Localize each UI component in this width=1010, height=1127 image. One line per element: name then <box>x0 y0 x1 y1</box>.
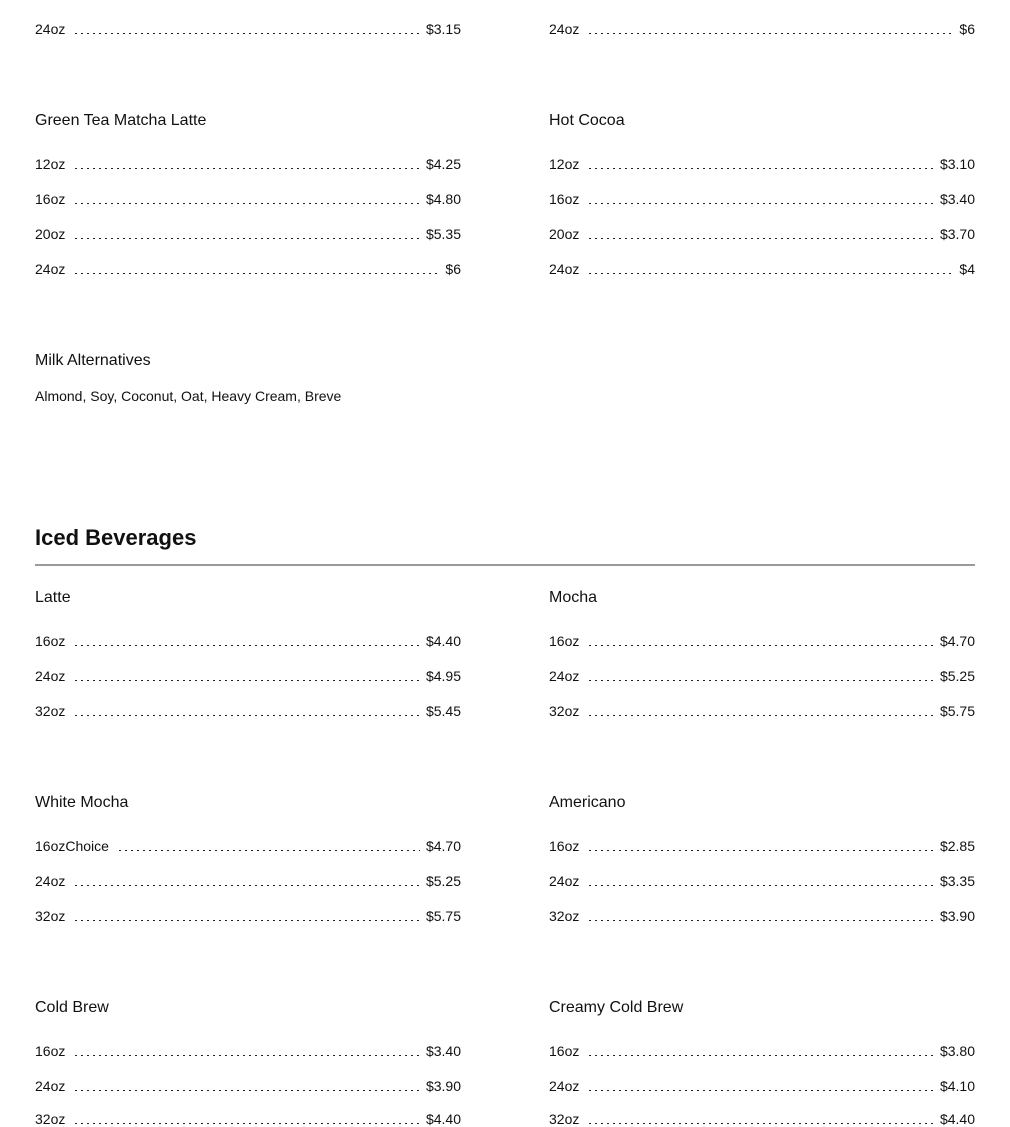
price-label: $3.15 <box>425 21 461 37</box>
price-label: $5.75 <box>939 703 975 719</box>
size-label: 16oz <box>549 633 580 649</box>
dot-leader <box>587 238 934 239</box>
item-title-mocha: Mocha <box>549 589 598 606</box>
price-label: $4.70 <box>939 633 975 649</box>
item-title-hot-cocoa: Hot Cocoa <box>549 112 625 129</box>
dot-leader <box>587 273 953 274</box>
menu-price-row <box>549 257 975 277</box>
size-label: 24oz <box>35 1078 66 1094</box>
dot-leader <box>73 168 420 169</box>
price-label: $3.35 <box>939 873 975 889</box>
size-label: 32oz <box>35 1111 66 1127</box>
size-label: 24oz <box>549 1078 580 1094</box>
item-title-creamy-cold-brew: Creamy Cold Brew <box>549 999 684 1016</box>
dot-leader <box>73 1123 420 1124</box>
price-label: $4.25 <box>425 156 461 172</box>
size-label: 16oz <box>549 838 580 854</box>
dot-leader <box>73 645 420 646</box>
size-label: 24oz <box>549 21 580 37</box>
dot-leader <box>587 715 934 716</box>
dot-leader <box>587 1055 934 1056</box>
size-label: 32oz <box>549 908 580 924</box>
menu-price-row <box>549 222 975 242</box>
menu-price-row <box>549 1107 975 1127</box>
size-label: 24oz <box>35 21 66 37</box>
dot-leader <box>587 645 934 646</box>
price-label: $2.85 <box>939 838 975 854</box>
price-label: $6 <box>959 21 975 37</box>
item-title-green-tea-matcha-latte: Green Tea Matcha Latte <box>35 112 207 129</box>
menu-price-row <box>549 1074 975 1094</box>
price-label: $5.35 <box>425 226 461 242</box>
menu-price-row <box>35 904 461 924</box>
price-label: $3.10 <box>939 156 975 172</box>
size-label: 24oz <box>549 261 580 277</box>
price-label: $3.90 <box>939 908 975 924</box>
size-label: 24oz <box>35 668 66 684</box>
dot-leader <box>73 273 439 274</box>
size-label: 20oz <box>35 226 66 242</box>
menu-price-row <box>549 664 975 684</box>
price-label: $4.80 <box>425 191 461 207</box>
menu-price-row <box>35 152 461 172</box>
price-label: $4.70 <box>425 838 461 854</box>
menu-price-row <box>35 699 461 719</box>
size-label: 24oz <box>35 873 66 889</box>
dot-leader <box>73 33 420 34</box>
size-label: 16oz <box>35 633 66 649</box>
size-label: 32oz <box>35 703 66 719</box>
menu-price-row <box>549 834 975 854</box>
dot-leader <box>73 203 420 204</box>
item-title-latte: Latte <box>35 589 71 606</box>
price-label: $6 <box>445 261 461 277</box>
price-label: $4.10 <box>939 1078 975 1094</box>
price-label: $5.45 <box>425 703 461 719</box>
size-label: 24oz <box>549 668 580 684</box>
menu-price-row <box>35 629 461 649</box>
menu-price-row <box>35 187 461 207</box>
price-label: $3.40 <box>939 191 975 207</box>
menu-price-row <box>549 699 975 719</box>
size-label: 32oz <box>35 908 66 924</box>
milk-alternatives-list: Almond, Soy, Coconut, Oat, Heavy Cream, Breve <box>35 388 342 404</box>
menu-price-row <box>549 187 975 207</box>
menu-price-row <box>35 834 461 854</box>
menu-price-row <box>35 257 461 277</box>
menu-price-row <box>549 629 975 649</box>
price-label: $4.40 <box>939 1111 975 1127</box>
price-label: $3.40 <box>425 1043 461 1059</box>
item-title-americano: Americano <box>549 794 626 811</box>
price-label: $4 <box>959 261 975 277</box>
price-label: $4.40 <box>425 1111 461 1127</box>
menu-price-row <box>35 869 461 889</box>
price-label: $3.90 <box>425 1078 461 1094</box>
price-label: $5.25 <box>939 668 975 684</box>
menu-price-row <box>549 152 975 172</box>
item-title-milk-alternatives: Milk Alternatives <box>35 352 151 369</box>
price-label: $3.70 <box>939 226 975 242</box>
menu-price-row <box>549 869 975 889</box>
menu-price-row <box>549 1039 975 1059</box>
dot-leader <box>587 168 934 169</box>
section-divider <box>35 564 975 566</box>
dot-leader <box>117 850 420 851</box>
dot-leader <box>73 715 420 716</box>
dot-leader <box>73 885 420 886</box>
dot-leader <box>587 1090 934 1091</box>
size-label: 16oz <box>35 191 66 207</box>
section-title-iced-beverages: Iced Beverages <box>35 525 197 550</box>
dot-leader <box>73 238 420 239</box>
menu-price-row <box>549 17 975 37</box>
menu-price-row <box>549 904 975 924</box>
dot-leader <box>73 680 420 681</box>
dot-leader <box>73 920 420 921</box>
dot-leader <box>587 680 934 681</box>
menu-price-row <box>35 17 461 37</box>
menu-price-row <box>35 1074 461 1094</box>
price-label: $5.25 <box>425 873 461 889</box>
size-label: 16ozChoice <box>35 838 109 854</box>
dot-leader <box>587 33 953 34</box>
dot-leader <box>587 920 934 921</box>
dot-leader <box>587 850 934 851</box>
dot-leader <box>587 1123 934 1124</box>
size-label: 16oz <box>549 191 580 207</box>
dot-leader <box>73 1055 420 1056</box>
size-label: 12oz <box>35 156 66 172</box>
price-label: $5.75 <box>425 908 461 924</box>
dot-leader <box>587 885 934 886</box>
menu-price-row <box>35 1107 461 1127</box>
menu-price-row <box>35 664 461 684</box>
menu-price-row <box>35 1039 461 1059</box>
menu-price-row <box>35 222 461 242</box>
size-label: 24oz <box>549 873 580 889</box>
size-label: 32oz <box>549 703 580 719</box>
dot-leader <box>73 1090 420 1091</box>
size-label: 24oz <box>35 261 66 277</box>
size-label: 32oz <box>549 1111 580 1127</box>
size-label: 16oz <box>549 1043 580 1059</box>
price-label: $4.40 <box>425 633 461 649</box>
dot-leader <box>587 203 934 204</box>
price-label: $3.80 <box>939 1043 975 1059</box>
item-title-white-mocha: White Mocha <box>35 794 129 811</box>
size-label: 12oz <box>549 156 580 172</box>
size-label: 20oz <box>549 226 580 242</box>
price-label: $4.95 <box>425 668 461 684</box>
item-title-cold-brew: Cold Brew <box>35 999 109 1016</box>
size-label: 16oz <box>35 1043 66 1059</box>
